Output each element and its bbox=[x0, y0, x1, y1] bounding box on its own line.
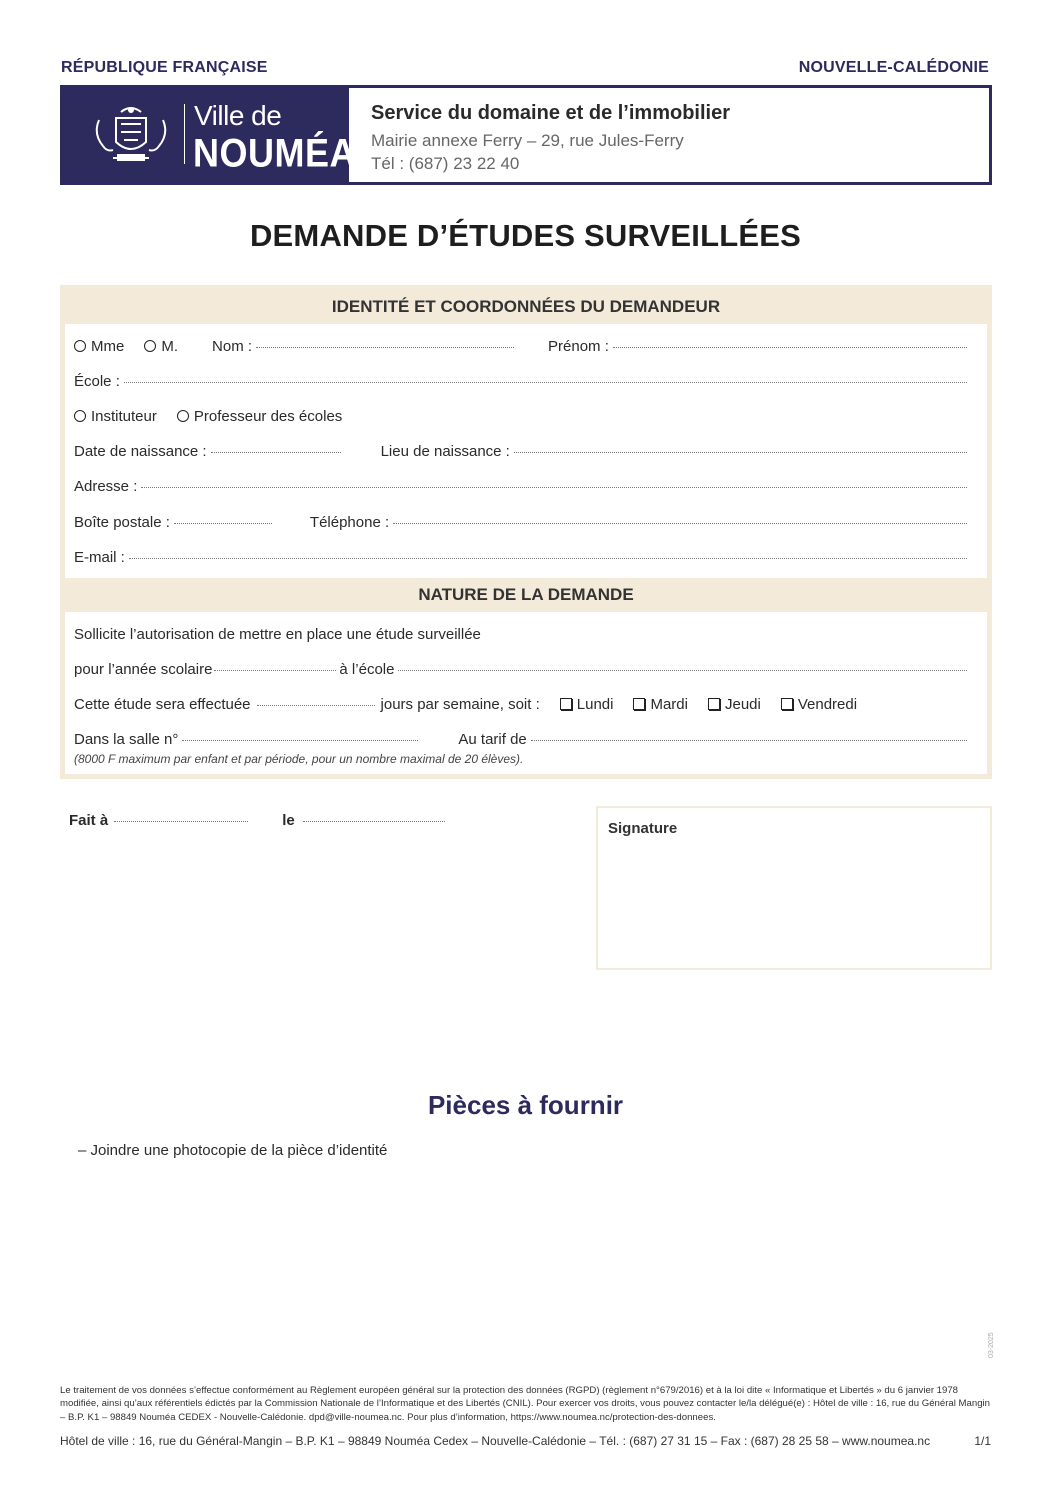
annee-label: pour l’année scolaire bbox=[74, 661, 213, 678]
jours-label: jours par semaine, soit : bbox=[380, 696, 540, 713]
nom-label: Nom : bbox=[212, 338, 253, 355]
mme-label: Mme bbox=[91, 338, 125, 355]
tarif-note: (8000 F maximum par enfant et par période, pour un nombre maximal de 20 élèves). bbox=[74, 752, 524, 766]
lieu-naissance-field[interactable] bbox=[514, 452, 967, 453]
ecole-row bbox=[74, 373, 971, 390]
republique-francaise: RÉPUBLIQUE FRANÇAISE bbox=[61, 59, 268, 76]
telephone-label: Téléphone : bbox=[309, 514, 390, 531]
fait-label: Fait à bbox=[69, 812, 109, 829]
ecole-label: École : bbox=[74, 373, 120, 390]
checkbox-icon bbox=[633, 698, 645, 710]
radio-icon bbox=[74, 410, 86, 422]
sollicite-row bbox=[74, 626, 971, 643]
checkbox-mardi[interactable] bbox=[633, 696, 688, 713]
lieu-naissance-label: Lieu de naissance : bbox=[380, 443, 510, 460]
checkbox-icon bbox=[708, 698, 720, 710]
ville-de-noumea-logo bbox=[63, 88, 356, 182]
salle-field[interactable] bbox=[182, 740, 418, 741]
page-title: DEMANDE D’ÉTUDES SURVEILLÉES bbox=[249, 218, 802, 253]
lundi-label: Lundi bbox=[576, 696, 614, 713]
radio-m[interactable] bbox=[144, 338, 178, 355]
ecole-field[interactable] bbox=[124, 382, 967, 383]
checkbox-jeudi[interactable] bbox=[708, 696, 761, 713]
mardi-label: Mardi bbox=[650, 696, 688, 713]
fait-field[interactable] bbox=[114, 821, 248, 822]
logo-noumea: NOUMÉA bbox=[193, 130, 356, 176]
tarif-field[interactable] bbox=[531, 740, 967, 741]
service-address: Mairie annexe Ferry – 29, rue Jules-Ferry bbox=[371, 131, 684, 150]
email-label: E-mail : bbox=[74, 549, 125, 566]
professeur-label: Professeur des écoles bbox=[193, 408, 343, 425]
service-phone: Tél : (687) 23 22 40 bbox=[371, 154, 520, 173]
radio-icon bbox=[74, 340, 86, 352]
logo-divider bbox=[184, 104, 185, 164]
date-naissance-field[interactable] bbox=[211, 452, 341, 453]
adresse-row bbox=[74, 478, 971, 495]
birth-row bbox=[74, 443, 971, 460]
radio-icon bbox=[177, 410, 189, 422]
jeudi-label: Jeudi bbox=[724, 696, 761, 713]
boite-postale-label: Boîte postale : bbox=[74, 514, 170, 531]
vendredi-label: Vendredi bbox=[797, 696, 858, 713]
jours-row bbox=[74, 696, 971, 713]
form-frame bbox=[60, 285, 992, 779]
radio-mme[interactable] bbox=[74, 338, 124, 355]
email-row bbox=[74, 549, 971, 566]
civility-name-row bbox=[74, 338, 971, 355]
page-number: 1/1 bbox=[974, 1434, 991, 1448]
noumea-crest-icon bbox=[91, 102, 171, 166]
form-reference: 03-2025 bbox=[988, 1332, 995, 1358]
adresse-label: Adresse : bbox=[74, 478, 138, 495]
le-field[interactable] bbox=[303, 821, 445, 822]
adresse-field[interactable] bbox=[141, 487, 967, 488]
effectuee-label: Cette étude sera effectuée bbox=[74, 696, 251, 713]
pieces-item: – Joindre une photocopie de la pièce d’identité bbox=[78, 1142, 388, 1159]
sollicite-text: Sollicite l’autorisation de mettre en place une étude surveillée bbox=[74, 626, 481, 643]
prenom-field[interactable] bbox=[613, 347, 967, 348]
le-label: le bbox=[282, 812, 295, 829]
signature-label: Signature bbox=[608, 820, 678, 837]
checkbox-icon bbox=[781, 698, 793, 710]
jours-field[interactable] bbox=[257, 705, 375, 706]
checkbox-icon bbox=[560, 698, 572, 710]
radio-professeur[interactable] bbox=[177, 408, 342, 425]
pieces-title: Pièces à fournir bbox=[427, 1090, 624, 1120]
tarif-label: Au tarif de bbox=[458, 731, 527, 748]
radio-instituteur[interactable] bbox=[74, 408, 157, 425]
header-box bbox=[60, 85, 992, 185]
boite-postale-field[interactable] bbox=[174, 523, 272, 524]
logo-ville-de: Ville de bbox=[194, 100, 282, 131]
ecole-nature-label: à l’école bbox=[339, 661, 395, 678]
m-label: M. bbox=[161, 338, 179, 355]
email-field[interactable] bbox=[129, 558, 967, 559]
date-naissance-label: Date de naissance : bbox=[74, 443, 207, 460]
service-info bbox=[349, 88, 730, 182]
annee-ecole-row bbox=[74, 661, 971, 678]
prenom-label: Prénom : bbox=[548, 338, 609, 355]
checkbox-lundi[interactable] bbox=[560, 696, 614, 713]
checkbox-vendredi[interactable] bbox=[781, 696, 857, 713]
ecole-nature-field[interactable] bbox=[398, 670, 967, 671]
nouvelle-caledonie: NOUVELLE-CALÉDONIE bbox=[798, 59, 989, 76]
nature-section-heading: NATURE DE LA DEMANDE bbox=[65, 578, 987, 612]
fait-a-row bbox=[69, 812, 453, 829]
salle-tarif-row bbox=[74, 731, 971, 748]
signature-box[interactable] bbox=[596, 806, 992, 970]
salle-label: Dans la salle n° bbox=[74, 731, 179, 748]
telephone-field[interactable] bbox=[393, 523, 967, 524]
footer-address: Hôtel de ville : 16, rue du Général-Mangin – B.P. K1 – 98849 Nouméa Cedex – Nouvelle-Calédonie – Tél. : (687) 27 31 15 – Fax : (687) 28 25 58 – www.noumea.nc bbox=[60, 1434, 931, 1448]
function-row bbox=[74, 408, 971, 425]
legal-notice: Le traitement de vos données s’effectue conformément au Règlement européen général sur la protection des données (RGPD) (règlement n°679/2016) et à la loi dite « Informatique et Libertés » du 6 janvier 1978 modifiée, ainsi qu’aux référentiels édictés par la Commission Nationale de l’Informatique et des Libertés (CNIL). Pour exercer vos droits, vous pouvez contacter le/la délégué(e) : Hôtel de ville : 16, rue du Général Mangin – B.P. K1 – 98849 Nouméa CEDEX - Nouvelle-Calédonie. dpd@ville-noumea.nc. Pour plus d’information, https://www.noumea.nc/protection-des-donnees. bbox=[60, 1385, 990, 1423]
identity-section-heading: IDENTITÉ ET COORDONNÉES DU DEMANDEUR bbox=[65, 290, 987, 324]
service-title: Service du domaine et de l’immobilier bbox=[371, 102, 730, 124]
annee-field[interactable] bbox=[214, 670, 336, 671]
radio-icon bbox=[144, 340, 156, 352]
instituteur-label: Instituteur bbox=[91, 408, 157, 425]
bp-telephone-row bbox=[74, 514, 971, 531]
nom-field[interactable] bbox=[256, 347, 514, 348]
